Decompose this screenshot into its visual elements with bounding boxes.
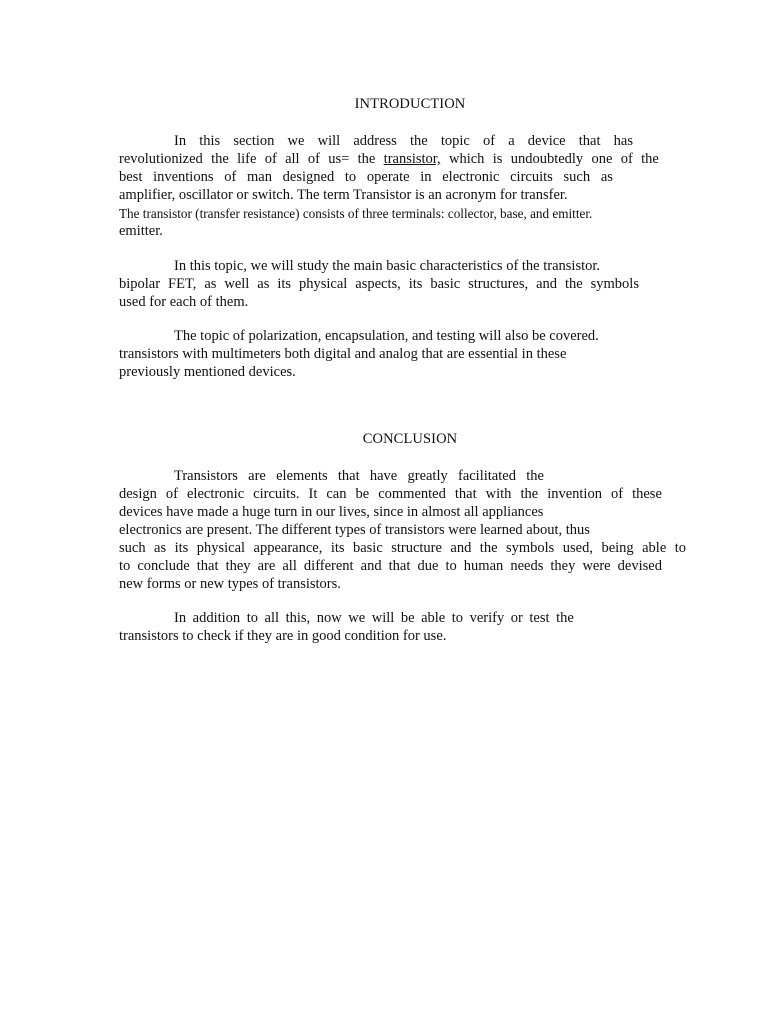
intro-p1-line-4: amplifier, oscillator or switch. The term Transistor is an acronym for transfer. [119,187,568,203]
concl-p1-line-6: to conclude that they are all different and that due to human needs they were devised [119,558,662,574]
intro-p3-line-1: The topic of polarization, encapsulation, and testing will also be covered. [174,328,599,344]
intro-p1-line-1: In this section we will address the topic of a device that has [174,133,633,149]
concl-p1-line-1: Transistors are elements that have greatly facilitated the [174,468,544,484]
intro-p3-line-2: transistors with multimeters both digital and analog that are essential in these [119,346,567,362]
concl-p1-line-3: devices have made a huge turn in our lives, since in almost all appliances [119,504,544,520]
concl-p1-line-5: such as its physical appearance, its basic structure and the symbols used, being able to [119,540,686,556]
intro-p2-line-2: bipolar FET, as well as its physical aspects, its basic structures, and the symbols [119,276,639,292]
concl-p2-line-2: transistors to check if they are in good condition for use. [119,628,447,644]
concl-p2-line-1: In addition to all this, now we will be able to verify or test the [174,610,574,626]
conclusion-heading: CONCLUSION [362,431,458,447]
concl-p1-line-2: design of electronic circuits. It can be commented that with the invention of these [119,486,662,502]
intro-p1-line-2: revolutionized the life of all of us= the transistor, which is undoubtedly one of the [119,151,659,167]
intro-p3-line-3: previously mentioned devices. [119,364,296,380]
intro-p2-line-3: used for each of them. [119,294,249,310]
intro-p2-line-1: In this topic, we will study the main basic characteristics of the transistor. [174,258,601,274]
intro-p1-line-6: emitter. [119,223,163,239]
introduction-heading: INTRODUCTION [354,96,466,112]
concl-p1-line-4: electronics are present. The different types of transistors were learned about, thus [119,522,590,538]
concl-p1-line-7: new forms or new types of transistors. [119,576,341,592]
intro-p1-line-3: best inventions of man designed to operate in electronic circuits such as [119,169,613,185]
intro-p1-line-5: The transistor (transfer resistance) consists of three terminals: collector, base, and emitter. [119,206,593,221]
